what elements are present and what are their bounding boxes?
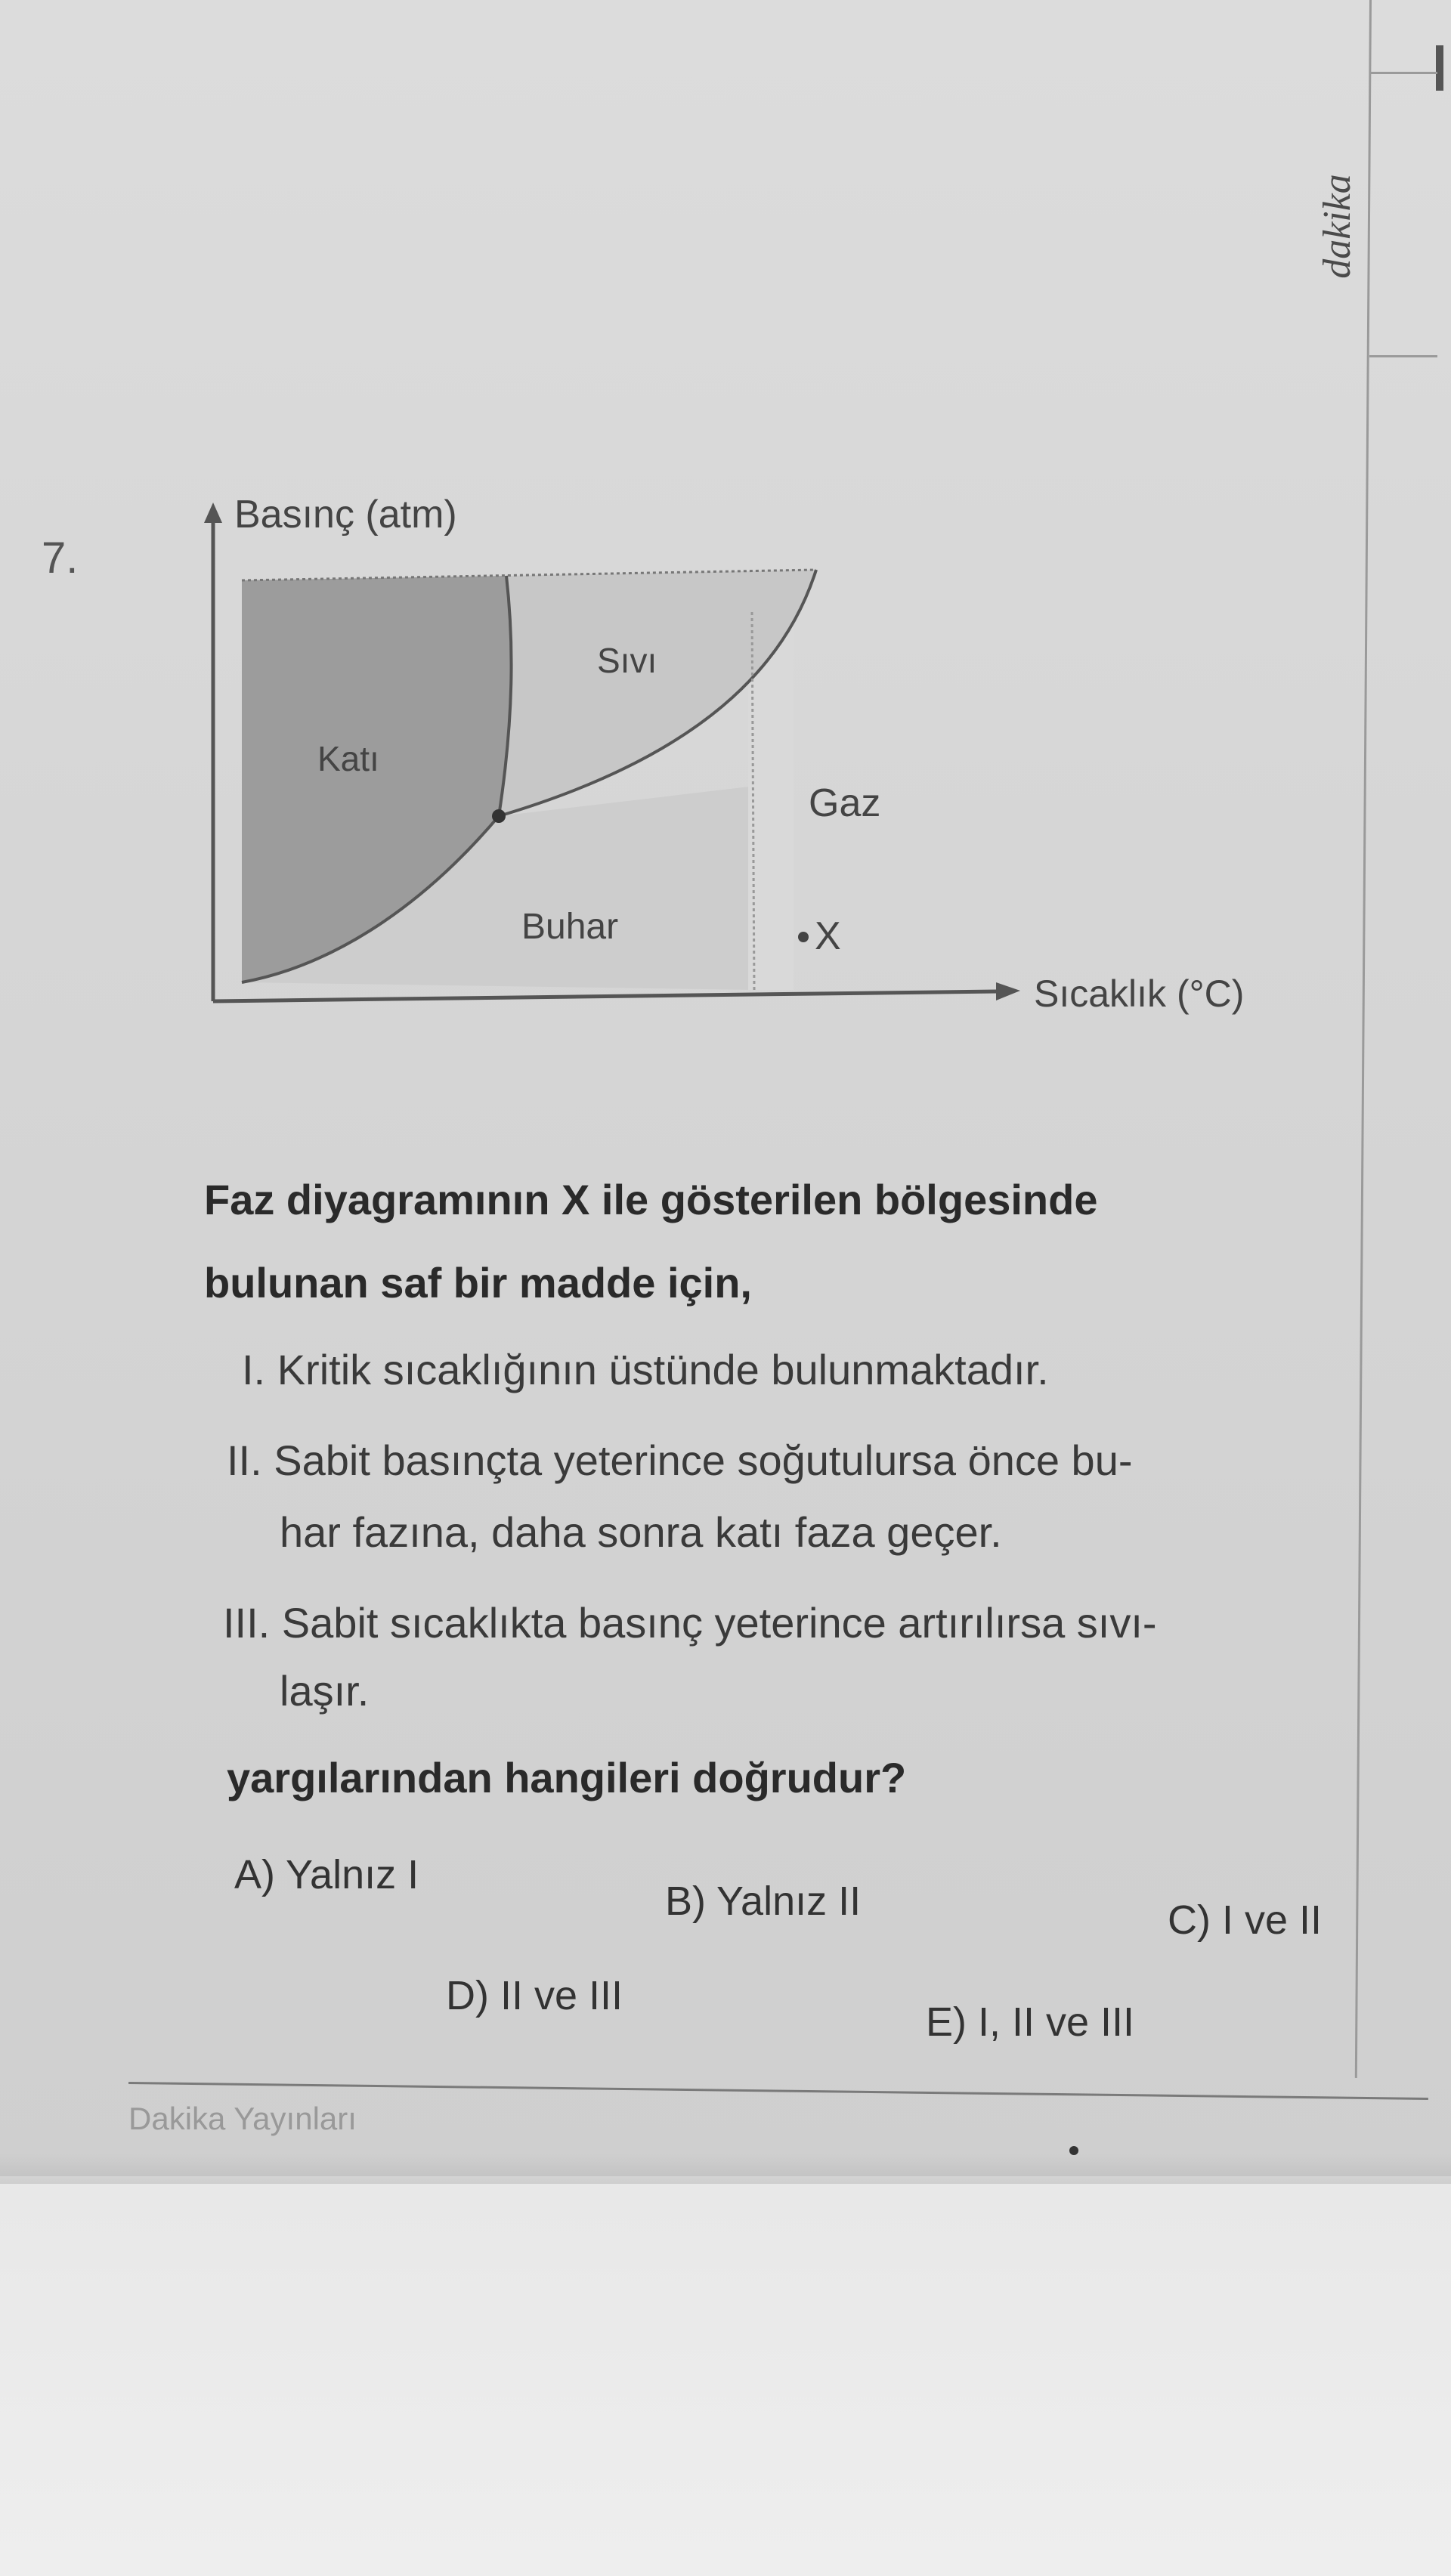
choice-d[interactable]: D) II ve III [446, 1973, 623, 2018]
liquid-label: Sıvı [597, 641, 657, 680]
choice-b[interactable]: B) Yalnız II [665, 1879, 862, 1924]
margin-tick [1369, 355, 1437, 357]
triple-point [492, 809, 506, 823]
statement-roman: I. [242, 1346, 266, 1393]
statement-1 [242, 1345, 1049, 1394]
publisher-name: Dakika Yayınları [128, 2101, 357, 2136]
question-prompt: yargılarından hangileri doğrudur? [227, 1754, 907, 1801]
footer-rule [128, 2082, 1428, 2100]
gas-label: Gaz [809, 781, 881, 825]
question-stem-line2: bulunan saf bir madde için, [204, 1259, 752, 1307]
x-axis-arrow [996, 982, 1020, 1000]
statement-3 [223, 1598, 1157, 1647]
question-stem-line1: Faz diyagramının X ile gösterilen bölgesinde [204, 1176, 1098, 1223]
x-axis-label: Sıcaklık (°C) [1034, 973, 1245, 1015]
question-number: 7. [42, 533, 79, 583]
phase-diagram [189, 491, 1285, 1133]
side-label: dakika [1315, 174, 1359, 279]
statement-2-cont: har fazına, daha sonra katı faza geçer. [280, 1508, 1002, 1556]
choice-c[interactable]: C) I ve II [1168, 1897, 1323, 1943]
statement-text: Kritik sıcaklığının üstünde bulunmaktadır. [277, 1346, 1049, 1393]
statement-text: Sabit basınçta yeterince soğutulursa önce bu- [274, 1436, 1133, 1484]
statement-2 [227, 1436, 1133, 1485]
vapor-label: Buhar [521, 907, 619, 947]
underlying-page [0, 2184, 1451, 2576]
margin-rule [1355, 0, 1372, 2078]
y-axis-arrow [204, 503, 222, 523]
statement-text: Sabit sıcaklıkta basınç yeterince artırılırsa sıvı- [281, 1599, 1157, 1647]
point-x-marker [798, 932, 809, 942]
x-axis [213, 991, 998, 1001]
statement-roman: III. [223, 1599, 271, 1647]
margin-tick [1369, 72, 1437, 74]
choice-a[interactable]: A) Yalnız I [234, 1852, 419, 1897]
statement-roman: II. [227, 1436, 262, 1484]
y-axis-label: Basınç (atm) [234, 493, 457, 537]
solid-label: Katı [317, 739, 379, 778]
statement-3-cont: laşır. [280, 1667, 370, 1715]
choice-e[interactable]: E) I, II ve III [926, 1999, 1135, 2045]
edge-mark [1436, 45, 1443, 91]
point-x-label: X [815, 914, 841, 958]
